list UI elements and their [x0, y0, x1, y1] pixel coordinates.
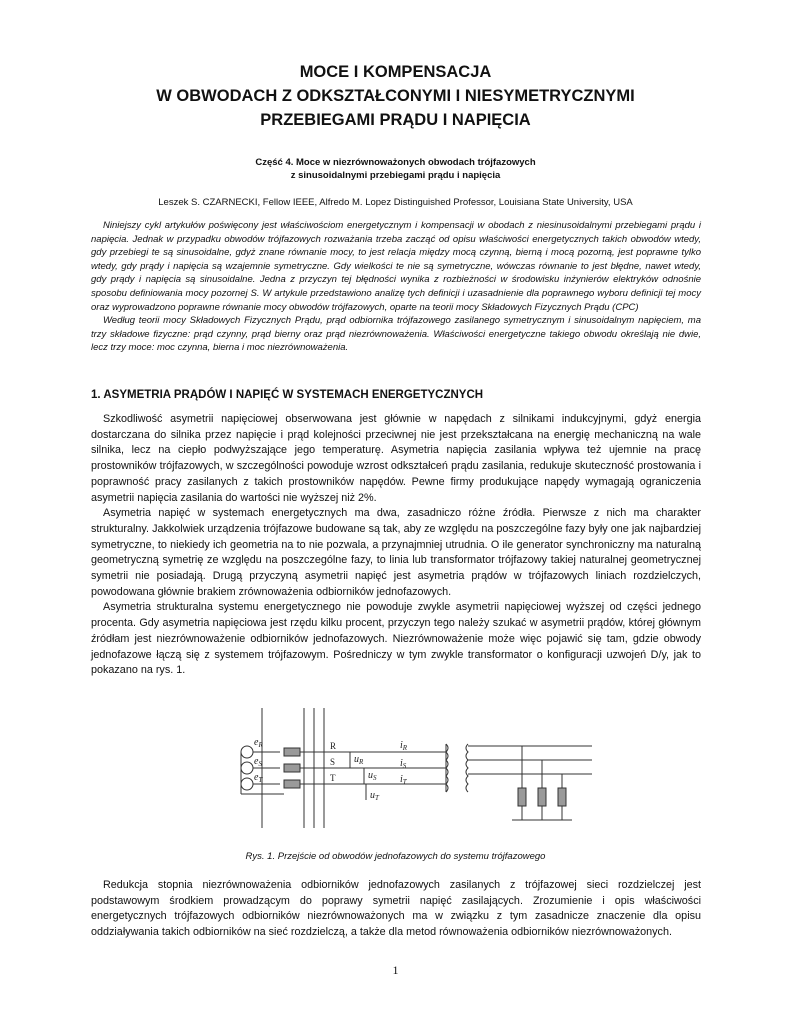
paper-title [0, 60, 791, 132]
label-iR: $i_R$ [400, 740, 408, 752]
label-node-T: T [330, 773, 336, 783]
label-node-R: R [330, 741, 337, 751]
label-eS: $e_S$ [254, 756, 262, 768]
transformer-secondary-icon [466, 744, 468, 792]
label-uT: $u_T$ [370, 790, 379, 802]
title-line-3: PRZEBIEGAMI PRĄDU I NAPIĘCIA [260, 111, 531, 129]
label-eT: $e_T$ [254, 772, 263, 784]
section-heading: 1. ASYMETRIA PRĄDÓW I NAPIĘĆ W SYSTEMACH ENERGETYCZNYCH [91, 389, 484, 401]
source-r-icon [241, 746, 253, 758]
title-line-1: MOCE I KOMPENSACJA [299, 63, 492, 81]
authors-line: Leszek S. CZARNECKI, Fellow IEEE, Alfredo M. Lopez Distinguished Professor, Louisiana State University, USA [158, 197, 633, 208]
body-paragraph-1: Szkodliwość asymetrii napięciowej obserwowana jest głównie w napędach z silnikami indukcyjnymi, gdyż energia dostarczana do silnika przez napięcie i prąd kolejności przeciwnej nie jest przekształcana na energię mechaniczną na wale silnika, lecz na ciepło podwyższające jego temperaturę. Asymetria napięcia zasilania wpływa też ujemnie na pracę prostowników trójfazowych, w szczególności powoduje wzrost odkształceń prądu zasilania, redukuje skuteczność prostowania i poprawność pracy zasilanych z takich prostowników napędów. Pewne firmy produkujące napędy wymagają ograniczenia asymetrii napięcia zasilania do wartości nie wyższej niż 2%. [91, 413, 701, 504]
closing-paragraph: Redukcja stopnia niezrównoważenia odbiorników jednofazowych zasilanych z trójfazowej sieci rozdzielczej jest podstawowym środkiem prowadzącym do poprawy symetrii napięć zasilających. Zrozumienie i opis właściwości energetycznych trójfazowych odbiorników niezrównoważonych ma w związku z tym zasadnicze znaczenie dla opisu oddziaływania takich odbiorników na sieć rozdzielczą, a także dla metod równoważenia odbiorników niezrównoważonych. [91, 879, 701, 939]
load-2-icon [538, 788, 546, 806]
title-line-2: W OBWODACH Z ODKSZTAŁCONYMI I NIESYMETRYCZNYMI [156, 87, 635, 105]
abstract-paragraph-1: Niniejszy cykl artykułów poświęcony jest właściwościom energetycznym i kompensacji w obodach z niesinusoidalnymi przebiegami prądu i napięcia. Jednak w przypadku obwodów trójfazowych rozważania trzeba zacząć od opisu właściwości energetycznych takich obwodów wtedy, gdy przebiegi te są sinusoidalne, gdyż znane równanie mocy, to jest relacja między mocą czynną, bierną i mocą pozorną, jest poprawne tylko wtedy, gdy prądy i napięcia są wzajemnie symetryczne. Gdy wielkości te nie są symetryczne, wówczas równanie to jest błędne, nawet wtedy, gdy prądy i napięcia są sinusoidalne. Jedna z przyczyn tej błędności wynika z rozbieżności w środowisku inżynierów elektryków odnośnie sposobu definiowania mocy pozornej S. W artykule przedstawiono analizę tych definicji i uzasadnienie dla poprawnego wyboru definicji tej mocy oraz wyprowadzono poprawne równanie mocy obwodów trójfazowych, oparte na teorii mocy Składowych Fizycznych Prądu (CPC) [91, 220, 701, 313]
circuit-figure [232, 704, 592, 830]
line-impedance-r-icon [284, 748, 300, 756]
figure-caption: Rys. 1. Przejście od obwodów jednofazowych do systemu trójfazowego [245, 851, 546, 862]
abstract [91, 219, 701, 355]
paper-subtitle [0, 156, 791, 182]
label-uS: $u_S$ [368, 770, 377, 782]
label-iS: $i_S$ [400, 758, 407, 770]
load-3-icon [558, 788, 566, 806]
abstract-paragraph-2: Według teorii mocy Składowych Fizycznych Prądu, prąd odbiornika trójfazowego zasilanego symetrycznym i sinusoidalnym napięciem, ma trzy składowe fizyczne: prąd czynny, prąd bierny oraz prąd niezrównoważenia. Właściwości energetyczne takiego obwodu określają nie dwie, lecz trzy moce: moc czynna, bierna i moc niezrównoważenia. [91, 315, 701, 354]
line-impedance-t-icon [284, 780, 300, 788]
load-1-icon [518, 788, 526, 806]
body-paragraph-3: Asymetria strukturalna systemu energetycznego nie powoduje zwykle asymetrii napięciowej wyższej od części jednego procenta. Gdy asymetria napięciowa jest rzędu kilku procent, przyczyn tego należy szukać w asymetrii prądów, której głównym źródłam jest niezrównoważenie odbiorników jednofazowych. Niezrównoważenie może więc pojawić się tam, gdzie obwody jednofazowe łączą się z systemem trójfazowym. Pośredniczy w tym zwykle transformator o konfiguracji uzwojeń D/y, jak to pokazano na rys. 1. [91, 601, 701, 677]
label-uR: $u_R$ [354, 754, 364, 766]
body-paragraph-2: Asymetria napięć w systemach energetycznych ma dwa, zasadniczo różne źródła. Pierwsze z nich ma charakter strukturalny. Jakkolwiek urządzenia trójfazowe budowane są tak, aby ze względu na poszczególne fazy były one jak najbardziej symetryczne, to niekiedy ich geometria na to nie pozwala, a przynajmniej utrudnia. O ile generator synchroniczny ma naturalną geometryczną symetrię ze względu na poszczególne fazy, to linia lub transformator trójfazowy takiej naturalnej geometrycznej symetrii nie posiadają. Drugą przyczyną asymetrii napięć jest asymetria prądów w trójfazowych liniach rozdzielczych, powodowana głównie brakiem zrównoważenia odbiorników jednofazowych. [91, 507, 701, 598]
section-body [91, 412, 701, 679]
label-eR: $e_R$ [254, 737, 263, 749]
page-number: 1 [392, 963, 399, 977]
subtitle-line-2: z sinusoidalnymi przebiegami prądu i napięcia [290, 170, 501, 181]
label-node-S: S [330, 757, 336, 767]
closing-body [91, 878, 701, 941]
label-iT: $i_T$ [400, 774, 407, 786]
source-s-icon [241, 762, 253, 774]
line-impedance-s-icon [284, 764, 300, 772]
subtitle-line-1: Część 4. Moce w niezrównoważonych obwodach trójfazowych [255, 157, 536, 168]
source-t-icon [241, 778, 253, 790]
